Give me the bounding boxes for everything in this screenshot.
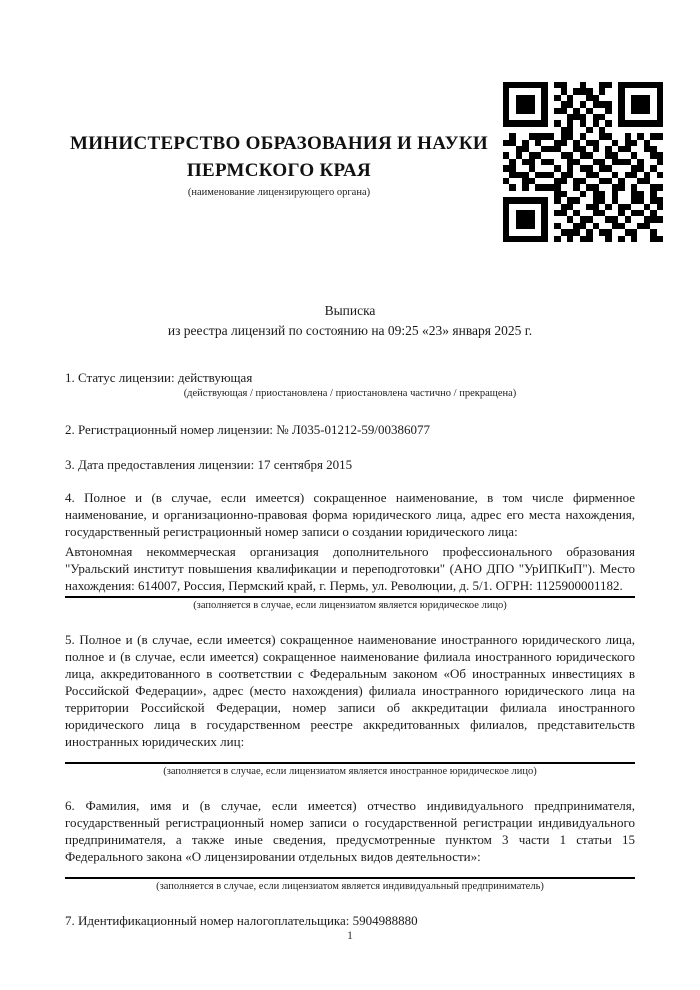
item-6-question: 6. Фамилия, имя и (в случае, если имеется) отчество индивидуального предпринимателя, государственный регистрационный номер записи о государственной регистрации индивидуального предпринимателя, а также иные сведения, предусмотренные пунктом 3 части 1 статьи 15 Федерального закона «О лицензировании отдельных видов деятельности»: <box>65 798 635 864</box>
qr-module <box>657 236 663 242</box>
page-number: 1 <box>347 928 353 942</box>
item-4-note: (заполняется в случае, если лицензиатом является юридическое лицо) <box>193 600 507 611</box>
item-6-fill-line <box>65 877 635 879</box>
document-title-line1: Выписка <box>324 303 376 318</box>
ministry-name-line2: ПЕРМСКОГО КРАЯ <box>186 160 372 181</box>
item-3-license-date: 3. Дата предоставления лицензии: 17 сентября 2015 <box>65 457 353 472</box>
item-7-taxpayer-number: 7. Идентификационный номер налогоплательщика: 5904988880 <box>65 913 418 928</box>
document-title-line2: из реестра лицензий по состоянию на 09:25 «23» января 2025 г. <box>167 323 533 338</box>
item-4-question: 4. Полное и (в случае, если имеется) сокращенное наименование, в том числе фирменное наименование, и организационно-правовая форма юридического лица, адрес его места нахождения, государственный регистрационный номер записи о создании юридического лица: <box>65 490 635 539</box>
qr-code <box>503 82 663 242</box>
item-5-question: 5. Полное и (в случае, если имеется) сокращенное наименование иностранного юридического лица, полное и (в случае, если имеется) сокращенное наименование филиала иностранного юридического лица, аккредитованного в соответствии с Федеральным законом «Об иностранных инвестициях в Российской Федерации», адрес (место нахождения) филиала иностранного юридического лица на территории Российской Федерации, номер записи об аккредитации филиала иностранного юридического лица в государственном реестре аккредитованных филиалов, представительств иностранных юридических лиц: <box>65 632 635 749</box>
ministry-name-line1: МИНИСТЕРСТВО ОБРАЗОВАНИЯ И НАУКИ <box>69 133 489 154</box>
licensing-authority-header <box>65 130 493 198</box>
document-body <box>65 369 635 929</box>
item-5-note: (заполняется в случае, если лицензиатом является иностранное юридическое лицо) <box>163 766 537 777</box>
item-5-fill-line <box>65 762 635 764</box>
item-6-note: (заполняется в случае, если лицензиатом является индивидуальный предприниматель) <box>156 881 544 892</box>
licensing-authority-note: (наименование лицензирующего органа) <box>187 187 371 198</box>
document-title <box>65 301 635 341</box>
item-4-fill-line <box>65 596 635 598</box>
item-1-license-status: 1. Статус лицензии: действующая <box>65 370 253 385</box>
item-1-note: (действующая / приостановлена / приостановлена частично / прекращена) <box>183 388 517 399</box>
item-2-registration-number: 2. Регистрационный номер лицензии: № Л035-01212-59/00386077 <box>65 422 431 437</box>
item-4-answer: Автономная некоммерческая организация дополнительного профессионального образования "Уральский институт повышения квалификации и переподготовки" (АНО ДПО "УрИПКиП"). Место нахождения: 614007, Россия, Пермский край, г. Пермь, ул. Революции, д. 5/1. ОГРН: 1125900001182. <box>65 544 635 593</box>
